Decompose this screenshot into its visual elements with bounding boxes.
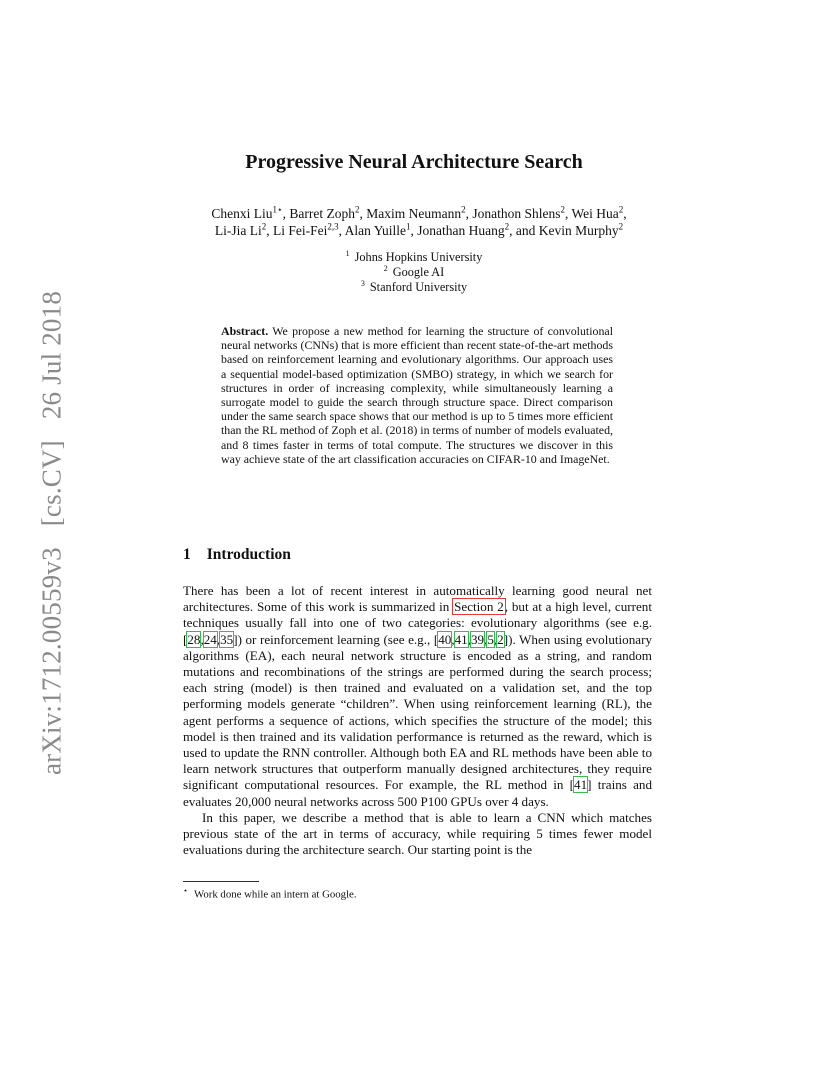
paragraph: In this paper, we describe a method that is able to learn a CNN which matches previous state of the art in terms of accuracy, while requiring 5 times fewer model evaluations during the architecture search. Our starting point is the: [183, 809, 652, 858]
text-run: ]) or reinforcement learning (see e.g., [: [233, 631, 439, 647]
author-sup: 1: [406, 221, 411, 232]
affiliation: [0, 250, 828, 265]
section-link[interactable]: Section 2: [454, 599, 504, 615]
author-list: [170, 205, 668, 239]
author: Kevin Murphy: [538, 223, 619, 238]
text-run: , but at a high level, current techniques usually fall into one of two categories: evolutionary algorithms (see e.g. [: [183, 599, 652, 647]
author-sup: 2: [461, 204, 466, 215]
author-line-1: Chenxi Liu$^{1⋆}$, Barret Zoph$^2$, Maxim Neumann$^2$, Jonathon Shlens$^2$, Wei Hua$^2$,: [211, 204, 627, 221]
body-text: [183, 583, 652, 858]
author-line-2: Li-Jia Li$^2$, Li Fei-Fei$^{2,3}$, Alan Yuille$^1$, Jonathan Huang$^2$, and Kevin Murphy$^2$: [214, 221, 624, 238]
citation-link[interactable]: 41: [454, 631, 468, 647]
author-sup: 2,3: [327, 221, 339, 232]
abstract-text: We propose a new method for learning the structure of convolutional neural networks (CNNs) that is more efficient than recent state-of-the-art methods based on reinforcement learning and evolutionary algorithms. Our approach uses a sequential model-based optimization (SMBO) strategy, in which we search for structures in order of increasing complexity, while simultaneously learning a surrogate model to guide the search through structure space. Direct comparison under the same search space shows that our method is up to 5 times more efficient than the RL method of Zoph et al. (2018) in terms of number of models evaluated, and 8 times faster in terms of total compute. The structures we discover in this way achieve state of the art classification accuracies on CIFAR-10 and ImageNet.: [221, 324, 613, 466]
author: Chenxi Liu: [211, 206, 273, 221]
author: Wei Hua: [571, 206, 619, 221]
paper-title: Progressive Neural Architecture Search: [245, 151, 583, 173]
citation-link[interactable]: 35: [220, 631, 234, 647]
affiliations: [0, 250, 828, 295]
section-title: Introduction: [206, 546, 291, 563]
text-run: ]). When using evolutionary algorithms (EA), each neural network structure is encoded as a string, and random mutations and recombinations of the strings are performed during the search process; each string (model) is then trained and evaluated on a validation set, and the top performing models generate “children”. When using reinforcement learning (RL), the agent performs a sequence of actions, which specifies the structure of the model; this model is then trained and its validation performance is returned as the reward, which is used to update the RNN controller. Although both EA and RL methods have been able to learn network structures that outperform manually designed architectures, they require significant computational resources. For example, the RL method in [: [183, 631, 652, 793]
affiliation: [0, 280, 828, 295]
affiliation-sup: 2: [383, 263, 388, 273]
author: Alan Yuille: [344, 223, 407, 238]
affiliation-name: Google AI: [392, 265, 445, 279]
arxiv-id: arXiv:1712.00559v3: [36, 547, 67, 776]
affiliation-name: Stanford University: [369, 280, 468, 294]
author-and: and: [515, 223, 536, 238]
text-run: There has been a lot of recent interest in automatically learning good neural net architectures. Some of this work is summarized in: [183, 583, 652, 615]
section-number: 1: [183, 546, 191, 563]
citation-link[interactable]: 28: [187, 631, 201, 647]
abstract: [221, 324, 613, 466]
citation-link[interactable]: 39: [470, 631, 485, 647]
footnote-rule: [183, 881, 259, 882]
author-sup: 2: [354, 204, 360, 215]
author-sup: 2: [560, 204, 565, 215]
author-sup: 2: [618, 204, 624, 215]
affiliation-name: Johns Hopkins University: [354, 250, 483, 264]
citation-link[interactable]: 24: [203, 631, 217, 647]
affiliation-sup: 1: [345, 248, 350, 258]
affiliation: [0, 265, 828, 280]
text-run: ] trains and evaluates 20,000 neural networks across 500 P100 GPUs over 4 days.: [183, 777, 653, 809]
author-sup: 2: [504, 221, 510, 232]
author-sup: 2: [261, 221, 267, 232]
affiliation-sup: 3: [360, 278, 365, 288]
citation-link[interactable]: 2: [497, 631, 504, 647]
author: Barret Zoph: [289, 206, 355, 221]
arxiv-date: 26 Jul 2018: [36, 290, 67, 420]
footnote: [183, 886, 357, 901]
arxiv-category: [cs.CV]: [36, 440, 67, 527]
abstract-label: Abstract.: [221, 324, 269, 338]
arxiv-stamp: [37, 277, 68, 775]
citation-link[interactable]: 5: [487, 631, 494, 647]
paragraph: There has been a lot of recent interest in automatically learning good neural net architectures. Some of this work is summarized in Section 2, but at a high level, current techniques usually fall into one of two categories: evolutionary algorithms (see e.g. [28,24,35]) or reinforcement learning (see e.g., [40,41,39,5,2]). When using evolutionary algorithms (EA), each neural network structure is encoded as a string, and random mutations and recombinations of the strings are performed during the search process; each string (model) is then trained and evaluated on a validation set, and the top performing models generate “children”. When using reinforcement learning (RL), the agent performs a sequence of actions, which specifies the structure of the model; this model is then trained and its validation performance is returned as the reward, which is used to update the RNN controller. Although both EA and RL methods have been able to learn network structures that outperform manually designed architectures, they require significant computational resources. For example, the RL method in [41] trains and evaluates 20,000 neural networks across 500 P100 GPUs over 4 days.: [183, 583, 653, 809]
author: Li-Jia Li: [214, 223, 262, 238]
footnote-text: Work done while an intern at Google.: [194, 888, 357, 901]
author-sup: 1⋆: [272, 204, 283, 215]
author: Jonathon Shlens: [472, 206, 561, 221]
author: Jonathan Huang: [417, 223, 505, 238]
section-heading: [183, 546, 291, 564]
citation-link[interactable]: 41: [574, 777, 588, 793]
author-sup: 2: [618, 221, 624, 232]
author: Maxim Neumann: [366, 206, 462, 221]
author: Li Fei-Fei: [273, 223, 328, 238]
citation-link[interactable]: 40: [438, 631, 452, 647]
footnote-mark: ⋆: [183, 886, 189, 895]
